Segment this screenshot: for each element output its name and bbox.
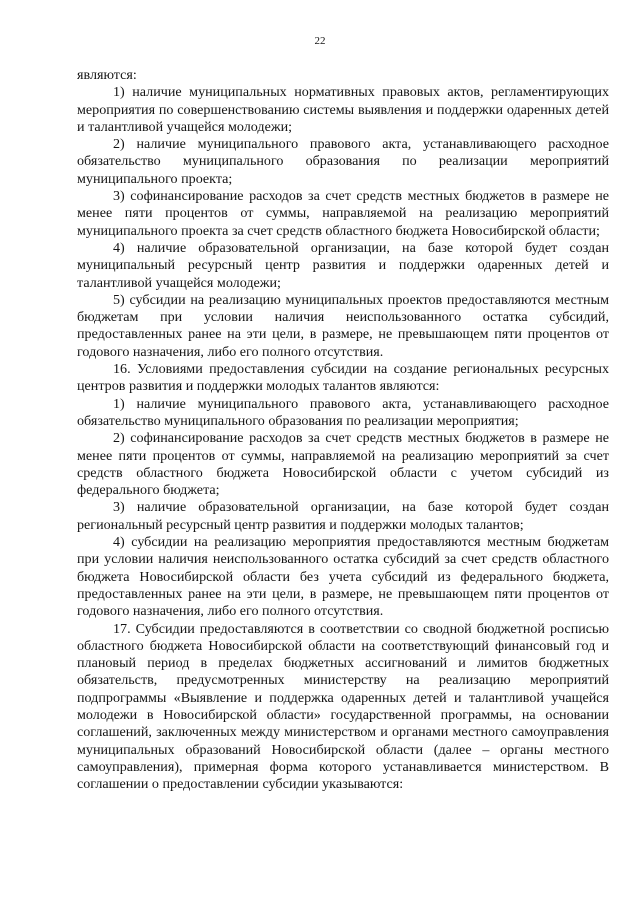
paragraph: 16. Условиями предоставления субсидии на создание региональных ресурсных центров развития и поддержки молодых талантов являются: xyxy=(77,361,609,395)
paragraph: 4) наличие образовательной организации, на базе которой будет создан муниципальный ресурсный центр развития и поддержки одаренных детей и талантливой учащейся молодежи; xyxy=(77,239,609,291)
paragraph: являются: xyxy=(77,67,137,83)
paragraph: 17. Субсидии предоставляются в соответствии со сводной бюджетной росписью областного бюджета Новосибирской области на соответствующий финансовый год и плановый период в пределах бюджетных ассигнований и лимитов бюджетных обязательств, предусмотренных министерству на реализацию мероприятий подпрограммы «Выявление и поддержка одаренных детей и талантливой учащейся молодежи в Новосибирской области» государственной программы, на основании соглашений, заключенных между министерством и органами местного самоуправления муниципальных образований Новосибирской области (далее – органы местного самоуправления), примерная форма которого устанавливается министерством. В соглашении о предоставлении субсидии указываются: xyxy=(77,620,609,793)
page-number: 22 xyxy=(314,35,326,47)
paragraph: 4) субсидии на реализацию мероприятия предоставляются местным бюджетам при условии наличия неиспользованного остатка субсидий за счет средств областного бюджета Новосибирской области без учета субсидий из федерального бюджета, предоставленных ранее на эти цели, в размере, не превышающем пяти процентов от годового назначения, либо его полного отсутствия. xyxy=(77,534,609,620)
document-body xyxy=(77,67,609,793)
paragraph: 1) наличие муниципальных нормативных правовых актов, регламентирующих мероприятия по совершенствованию системы выявления и поддержки одаренных детей и талантливой учащейся молодежи; xyxy=(77,84,609,135)
paragraph: 1) наличие муниципального правового акта, устанавливающего расходное обязательство муниципального образования по реализации мероприятия; xyxy=(77,395,609,429)
paragraph: 2) софинансирование расходов за счет средств местных бюджетов в размере не менее пяти процентов от суммы, направляемой на реализацию мероприятий за счет средств областного бюджета Новосибирской области с учетом субсидий из федерального бюджета; xyxy=(77,430,609,499)
paragraph: 5) субсидии на реализацию муниципальных проектов предоставляются местным бюджетам при условии наличия неиспользованного остатка субсидий, предоставленных ранее на эти цели, в размере, не превышающем пяти процентов от годового назначения, либо его полного отсутствия. xyxy=(77,291,609,360)
paragraph: 3) софинансирование расходов за счет средств местных бюджетов в размере не менее пяти процентов от суммы, направляемой на реализацию мероприятий муниципального проекта за счет средств областного бюджета Новосибирской области; xyxy=(77,188,609,239)
paragraph: 3) наличие образовательной организации, на базе которой будет создан региональный ресурсный центр развития и поддержки молодых талантов; xyxy=(77,499,609,533)
paragraph: 2) наличие муниципального правового акта, устанавливающего расходное обязательство муниципального образования по реализации мероприятий муниципального проекта; xyxy=(77,136,609,187)
